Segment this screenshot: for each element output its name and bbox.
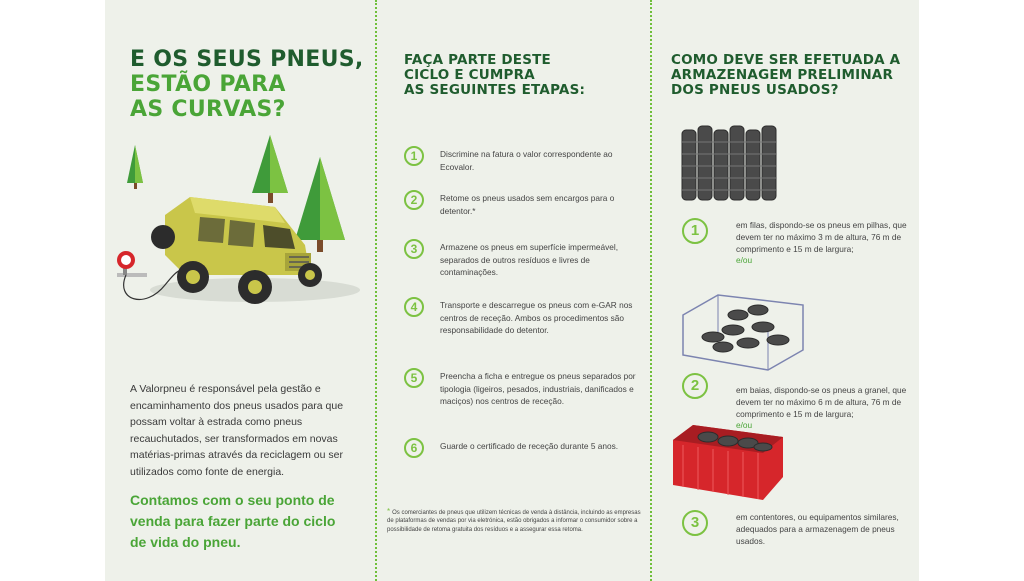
step-text: Discrimine na fatura o valor correspondente ao Ecovalor.: [440, 149, 613, 172]
step-text: Preencha a ficha e entregue os pneus separados por tipologia (ligeiros, pesados, industriais, danificados e maciços) nos centros de receção.: [440, 371, 636, 406]
brochure: [105, 0, 919, 581]
call-to-action: Contamos com o seu ponto de venda para fazer parte do ciclo de vida do pneu.: [130, 492, 336, 550]
footnote-star-icon: *: [387, 507, 391, 516]
steps-heading: [404, 53, 585, 98]
heading-line-3: AS SEGUINTES ETAPAS:: [404, 82, 586, 98]
tree-icon: [295, 157, 345, 252]
step-number: 3: [404, 239, 424, 259]
heading-line-2: ARMAZENAGEM PRELIMINAR: [671, 67, 894, 83]
heading-line-2: CICLO E CUMPRA: [404, 67, 535, 83]
option-connector: e/ou: [736, 255, 753, 266]
step-text: Retome os pneus usados sem encargos para o detentor.*: [440, 193, 615, 216]
option-number: 2: [682, 373, 708, 399]
panel-steps: [375, 0, 650, 581]
option-text: em baias, dispondo-se os pneus a granel, que devem ter no máximo 6 m de altura, 76 m de comprimento e 15 m de largura;: [736, 385, 907, 419]
heading-line-1: COMO DEVE SER EFETUADA A: [671, 52, 901, 68]
option-number: 3: [682, 510, 708, 536]
option-text: em contentores, ou equipamentos similares, adequados para a armazenagem de pneus usados.: [736, 512, 899, 546]
tree-icon: [252, 135, 288, 203]
tire-bay-icon: [678, 285, 808, 375]
page-margin-right: [919, 0, 1024, 581]
step-number: 6: [404, 438, 424, 458]
option-text: em filas, dispondo-se os pneus em pilhas, que devem ter no máximo 3 m de altura, 76 m de comprimento e 15 m de largura;: [736, 220, 907, 254]
footnote: [387, 508, 643, 534]
step-number: 2: [404, 190, 424, 210]
page-margin-left: [0, 0, 105, 581]
red-container-icon: [668, 415, 788, 505]
option-connector: e/ou: [736, 420, 753, 431]
heading-line-3: AS CURVAS?: [130, 97, 286, 122]
step-number: 5: [404, 368, 424, 388]
step-text: Armazene os pneus em superfície impermeável, separados de outros resíduos e livres de contaminações.: [440, 242, 619, 277]
option-text-block: [736, 220, 911, 267]
heading-line-2: ESTÃO PARA: [130, 72, 286, 97]
main-heading: [130, 47, 364, 122]
step-number: 1: [404, 146, 424, 166]
tire-stacks-icon: [678, 122, 778, 204]
step-text: Transporte e descarregue os pneus com e-GAR nos centros de receção. Ambos os procedimentos são responsabilidade do detentor.: [440, 300, 633, 335]
footnote-text: Os comerciantes de pneus que utilizem técnicas de venda à distância, incluindo as empresas de plataformas de vendas por via eletrónica, estão obrigados a informar o consumidor sobre a possibilidade de retoma gratuita dos resíduos e a assegurar essa retoma.: [387, 510, 641, 533]
heading-line-1: E OS SEUS PNEUS,: [130, 47, 364, 72]
option-number: 1: [682, 218, 708, 244]
option-text-block: [736, 512, 911, 547]
heading-line-3: DOS PNEUS USADOS?: [671, 82, 839, 98]
step-text: Guarde o certificado de receção durante 5 anos.: [440, 441, 619, 451]
panel-storage: [650, 0, 919, 581]
heading-line-1: FAÇA PARTE DESTE: [404, 52, 551, 68]
step-number: 4: [404, 297, 424, 317]
panel-intro: [105, 0, 375, 581]
intro-paragraph: A Valorpneu é responsável pela gestão e encaminhamento dos pneus usados para que possam voltar à estrada como pneus recauchutados, ser transformados em novas matérias-primas através da reciclagem ou ser utilizados como fonte de energia.: [130, 383, 344, 478]
tree-icon: [127, 145, 143, 189]
storage-heading: [671, 53, 900, 98]
jeep-scene-illustration: [105, 125, 375, 325]
